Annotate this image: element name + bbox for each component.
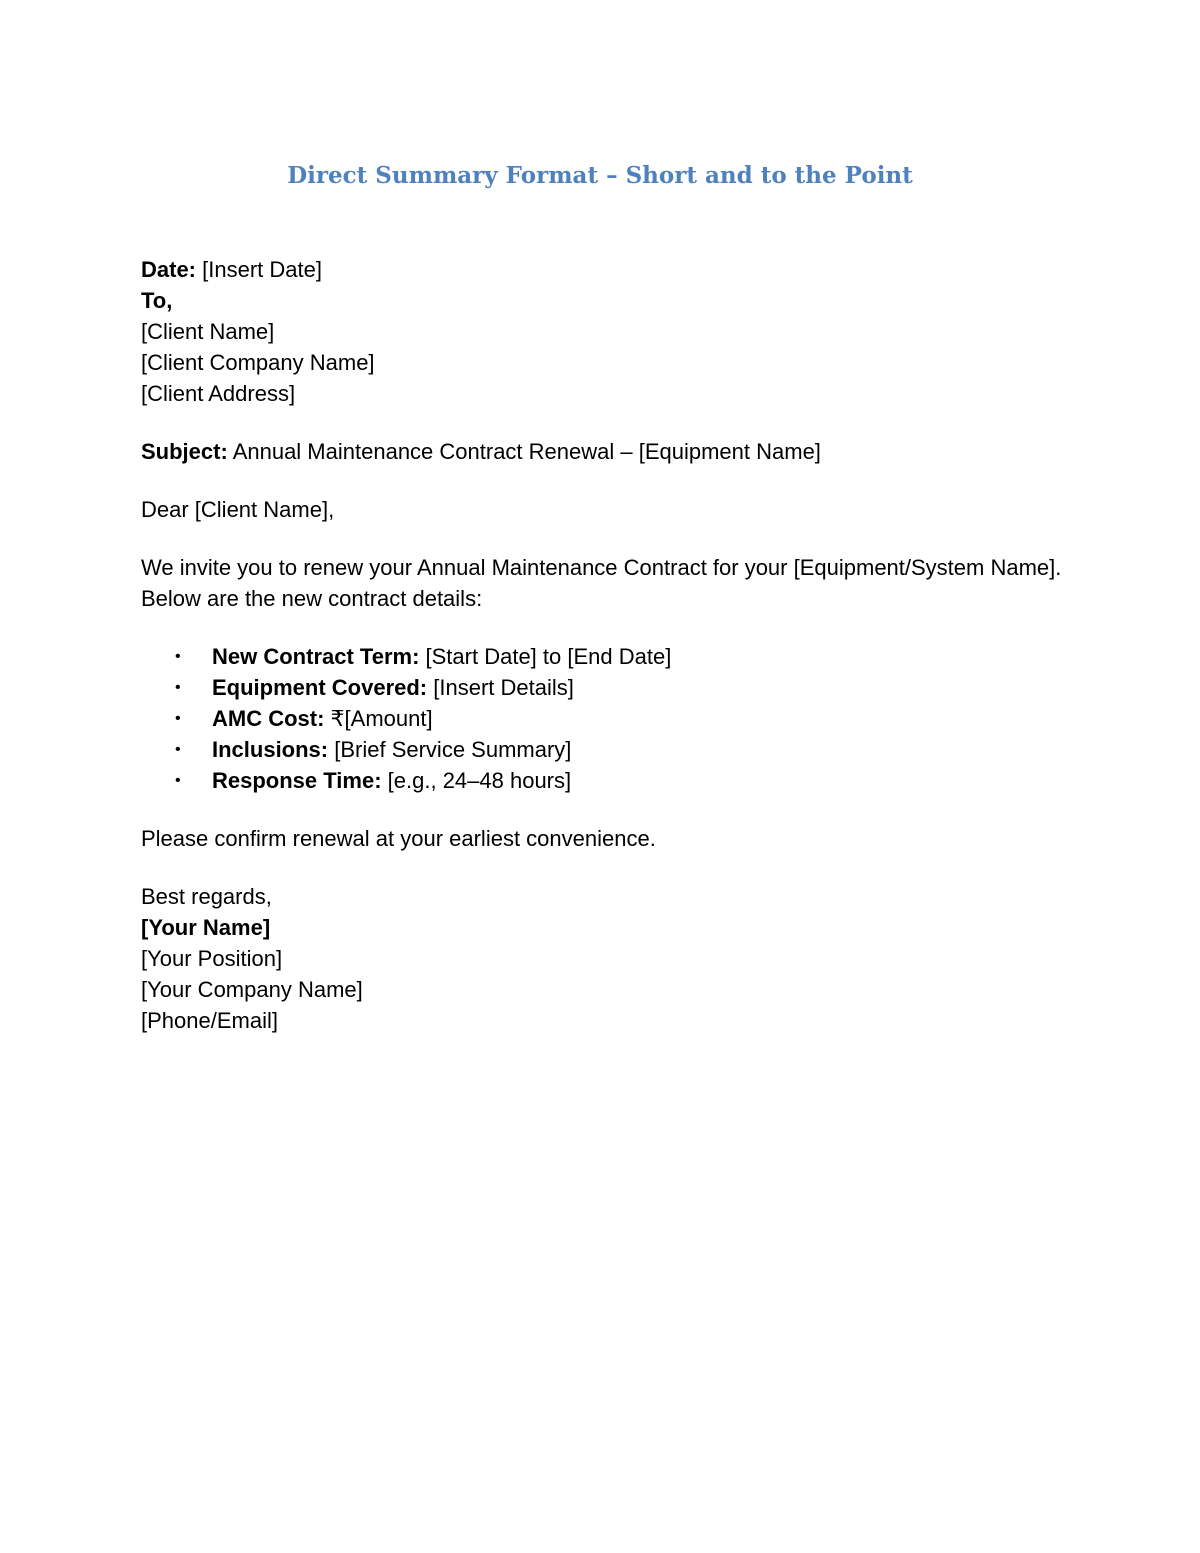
term-label: Response Time:	[212, 768, 382, 793]
term-label: AMC Cost:	[212, 706, 325, 731]
sender-name: [Your Name]	[141, 915, 271, 940]
term-value: ₹[Amount]	[324, 706, 433, 731]
term-value: [Insert Details]	[427, 675, 574, 700]
term-label: New Contract Term:	[212, 644, 420, 669]
document-title: Direct Summary Format – Short and to the Point	[287, 162, 913, 189]
list-item	[141, 672, 1071, 703]
list-item	[141, 765, 1071, 796]
bullet-icon: •	[175, 741, 181, 758]
spacer	[141, 525, 1071, 552]
sender-position: [Your Position]	[141, 946, 283, 971]
closing-request: Please confirm renewal at your earliest convenience.	[141, 826, 656, 851]
subject-line	[141, 436, 1071, 467]
letter-body	[141, 254, 1071, 1036]
subject-value: Annual Maintenance Contract Renewal – [Equipment Name]	[227, 439, 821, 464]
spacer	[141, 409, 1071, 436]
to-label: To,	[141, 288, 173, 313]
intro-paragraph: We invite you to renew your Annual Maintenance Contract for your [Equipment/System Name]. Below are the new contract details:	[141, 555, 1062, 611]
term-label: Equipment Covered:	[212, 675, 428, 700]
bullet-icon: •	[175, 772, 181, 789]
date-value: [Insert Date]	[196, 257, 322, 282]
term-value: [e.g., 24–48 hours]	[381, 768, 572, 793]
sender-company: [Your Company Name]	[141, 977, 363, 1002]
recipient-address: [Client Address]	[141, 381, 296, 406]
term-value: [Brief Service Summary]	[328, 737, 572, 762]
bullet-icon: •	[175, 710, 181, 727]
bullet-icon: •	[175, 679, 181, 696]
list-item	[141, 641, 1071, 672]
sender-contact: [Phone/Email]	[141, 1008, 278, 1033]
date-label: Date:	[141, 257, 197, 282]
recipient-name: [Client Name]	[141, 319, 275, 344]
term-value: [Start Date] to [End Date]	[419, 644, 672, 669]
spacer	[141, 796, 1071, 823]
date-line	[141, 254, 1071, 285]
subject-label: Subject:	[141, 439, 228, 464]
term-label: Inclusions:	[212, 737, 329, 762]
spacer	[141, 614, 1071, 641]
list-item	[141, 734, 1071, 765]
spacer	[141, 467, 1071, 494]
contract-terms-list	[141, 641, 1071, 796]
greeting: Dear [Client Name],	[141, 497, 335, 522]
signoff: Best regards,	[141, 884, 272, 909]
recipient-company: [Client Company Name]	[141, 350, 375, 375]
list-item	[141, 703, 1071, 734]
bullet-icon: •	[175, 648, 181, 665]
spacer	[141, 854, 1071, 881]
